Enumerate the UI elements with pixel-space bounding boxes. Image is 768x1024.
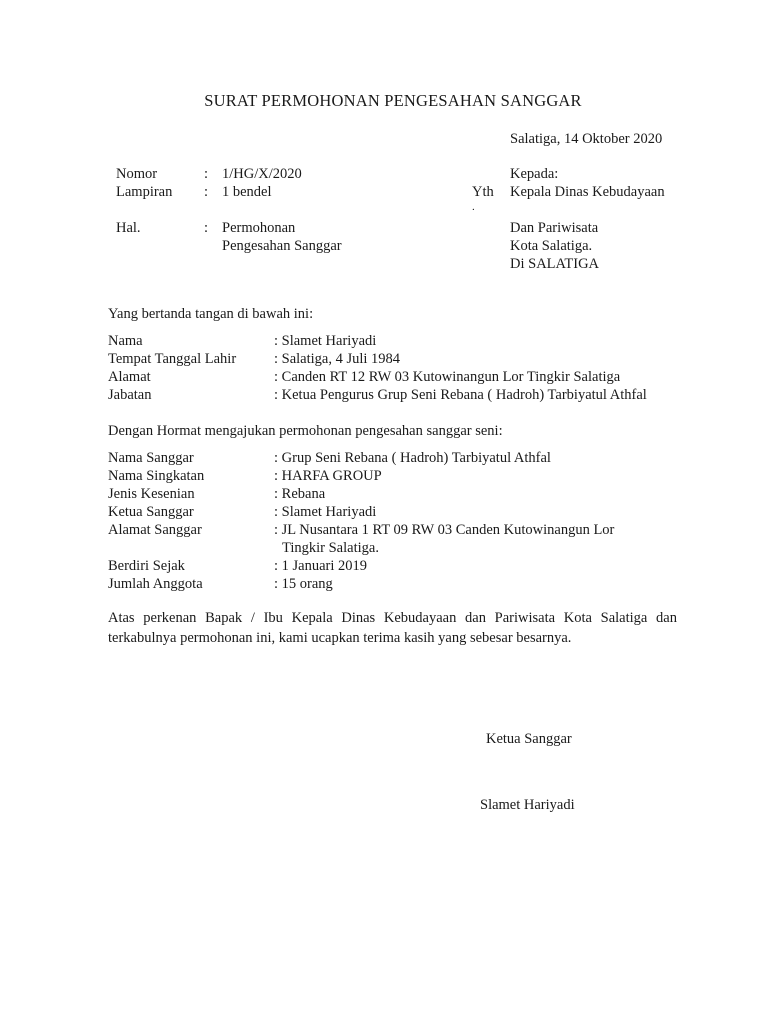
sanggar-label: Alamat Sanggar (108, 522, 202, 538)
header-label-nomor: Nomor (116, 166, 158, 182)
sanggar-label: Jumlah Anggota (108, 576, 203, 592)
sanggar-label: Nama Sanggar (108, 450, 194, 466)
place-date: Salatiga, 14 Oktober 2020 (510, 131, 663, 147)
header-value-lampiran: 1 bendel (222, 184, 272, 200)
intro-text: Yang bertanda tangan di bawah ini: (108, 306, 314, 322)
recipient-dot: . (472, 201, 475, 213)
sanggar-label: Berdiri Sejak (108, 558, 185, 574)
signer-value: : Slamet Hariyadi (274, 333, 377, 349)
header-colon: : (204, 184, 209, 200)
signer-value: : Canden RT 12 RW 03 Kutowinangun Lor Tingkir Salatiga (274, 369, 621, 385)
signer-value: : Salatiga, 4 Juli 1984 (274, 351, 401, 367)
sanggar-value: : 1 Januari 2019 (274, 558, 368, 574)
sanggar-value: : Slamet Hariyadi (274, 504, 377, 520)
sanggar-value-continuation: Tingkir Salatiga. (282, 540, 379, 556)
signature-name: Slamet Hariyadi (480, 797, 575, 813)
sanggar-value: : Rebana (274, 486, 326, 502)
header-label-lampiran: Lampiran (116, 184, 173, 200)
sanggar-label: Jenis Kesenian (108, 486, 195, 502)
header-value-hal-line1: Permohonan (222, 220, 296, 236)
closing-line-2: terkabulnya permohonan ini, kami ucapkan terima kasih yang sebesar besarnya. (108, 630, 572, 646)
recipient-kepada: Kepada: (510, 166, 559, 182)
sanggar-value: : Grup Seni Rebana ( Hadroh) Tarbiyatul Athfal (274, 450, 551, 466)
signer-label: Tempat Tanggal Lahir (108, 351, 237, 367)
sanggar-value: : JL Nusantara 1 RT 09 RW 03 Canden Kutowinangun Lor (274, 522, 615, 538)
closing-paragraph (108, 608, 677, 648)
closing-line-1: Atas perkenan Bapak / Ibu Kepala Dinas Kebudayaan dan Pariwisata Kota Salatiga dan (108, 610, 677, 626)
signer-label: Jabatan (108, 387, 152, 403)
letter-title: SURAT PERMOHONAN PENGESAHAN SANGGAR (204, 91, 582, 110)
recipient-line4: Di SALATIGA (510, 256, 600, 272)
sanggar-value: : HARFA GROUP (274, 468, 382, 484)
recipient-line2: Dan Pariwisata (510, 220, 599, 236)
signer-label: Alamat (108, 369, 151, 385)
signature-role: Ketua Sanggar (486, 731, 572, 747)
recipient-yth: Yth (472, 184, 494, 200)
sanggar-label: Nama Singkatan (108, 468, 205, 484)
sanggar-value: : 15 orang (274, 576, 333, 592)
signer-label: Nama (108, 333, 143, 349)
request-intro: Dengan Hormat mengajukan permohonan pengesahan sanggar seni: (108, 423, 503, 439)
recipient-line1: Kepala Dinas Kebudayaan (510, 184, 665, 200)
header-colon: : (204, 166, 209, 182)
header-label-hal: Hal. (116, 220, 141, 236)
recipient-line3: Kota Salatiga. (510, 238, 593, 254)
sanggar-label: Ketua Sanggar (108, 504, 194, 520)
header-value-nomor: 1/HG/X/2020 (222, 166, 302, 182)
signer-value: : Ketua Pengurus Grup Seni Rebana ( Hadroh) Tarbiyatul Athfal (274, 387, 647, 403)
header-value-hal-line2: Pengesahan Sanggar (222, 238, 342, 254)
header-colon: : (204, 220, 209, 236)
